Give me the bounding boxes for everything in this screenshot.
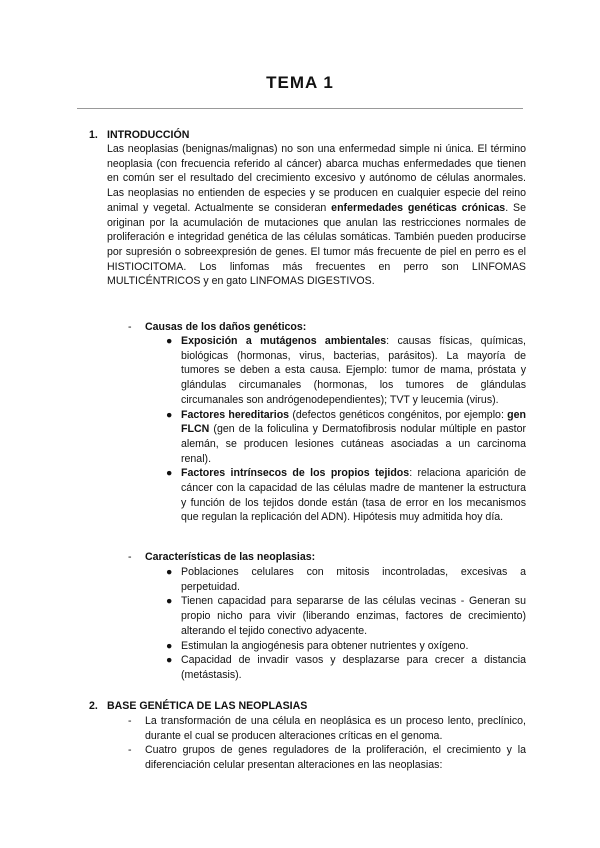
list-item — [128, 714, 526, 743]
caracteristicas-list — [166, 565, 526, 683]
dash-marker: - — [128, 715, 132, 727]
text: Poblaciones celulares con mitosis incontroladas, excesivas a perpetuidad. — [181, 566, 526, 593]
text: (defectos genéticos congénitos, por ejemplo: — [289, 408, 508, 421]
list-item — [166, 639, 526, 654]
text: : relaciona aparición de cáncer con la capacidad de las células madre de mantener la estructura y función de los tejidos donde están (tasa de error en los mecanismos que regulan la replicación del ADN). Hipótesis muy admitida hoy día. — [181, 467, 527, 524]
title-divider — [77, 108, 523, 109]
dash-marker: - — [128, 551, 132, 563]
dash-marker: - — [128, 321, 132, 333]
section-number: 1. — [89, 129, 98, 141]
bullet-icon: ● — [166, 654, 173, 667]
text: (gen de la foliculina y Dermatofibrosis nodular múltiple en pastor alemán, se producen lesiones cutáneas asociadas a un carcinoma renal). — [181, 423, 526, 465]
list-item — [166, 466, 527, 525]
section-2-list — [128, 714, 526, 773]
text: Capacidad de invadir vasos y desplazarse para crecer a distancia (metástasis). — [181, 654, 526, 681]
section-title: INTRODUCCIÓN — [107, 129, 190, 141]
text: Cuatro grupos de genes reguladores de la proliferación, el crecimiento y la diferenciación celular presentan alteraciones en las neoplasias: — [145, 744, 526, 772]
bullet-icon: ● — [166, 639, 173, 652]
list-item — [166, 653, 526, 682]
text: La transformación de una célula en neoplásica es un proceso lento, preclínico, durante el cual se producen alteraciones críticas en el genoma. — [145, 715, 526, 742]
subheading: Características de las neoplasias: — [145, 551, 316, 563]
page-title: TEMA 1 — [266, 73, 334, 92]
dash-marker: - — [128, 744, 132, 757]
section-2-heading — [89, 699, 308, 714]
text: Tienen capacidad para separarse de las células vecinas - Generan su propio nicho para vivir (liberando enzimas, factores de crecimiento) alterando el tejido conectivo adyacente. — [181, 595, 526, 637]
text: : causas físicas, químicas, biológicas (hormonas, virus, bacterias, parásitos). La mayoría de tumores se deben a esta causa. Ejemplo: tumor de mama, próstata y glándulas circumanales (hormonas, los tumores de glándulas circumanales son andrógenodependientes); TVT y leucemia (virus). — [181, 335, 526, 406]
bold-text: enfermedades genéticas crónicas — [331, 201, 506, 214]
list-item — [128, 743, 526, 772]
bullet-icon: ● — [166, 335, 173, 347]
bold-text: Factores intrínsecos de los propios tejidos — [181, 467, 410, 480]
list-item — [166, 565, 526, 594]
section-1-heading — [89, 128, 190, 143]
text: Las neoplasias (benignas/malignas) no son una enfermedad simple ni única. El término neoplasia (con frecuencia referido al cáncer) abarca muchas enfermedades que tienen en común ser el resultado del crecimiento excesivo y autónomo de células anormales. Las neoplasias no entienden de especies y se producen en cualquier especie del reino animal y vegetal. Actualmente se consideran — [107, 143, 526, 214]
bold-text: Exposición a mutágenos ambientales — [181, 335, 387, 347]
bullet-icon: ● — [166, 566, 173, 578]
text: . Se originan por la acumulación de mutaciones que anulan las restricciones normales de proliferación e integridad genética de las células somáticas. También pueden producirse por supresión o sobreexpresión de genes. El tumor más frecuente de piel en perro es el HISTIOCITOMA. Los linfomas más frecuentes en perro son LINFOMAS MULTICÉNTRICOS y en gato LINFOMAS DIGESTIVOS. — [107, 201, 526, 288]
section-number: 2. — [89, 700, 98, 712]
section-title: BASE GENÉTICA DE LAS NEOPLASIAS — [107, 700, 308, 712]
bullet-icon: ● — [166, 408, 173, 421]
bullet-icon: ● — [166, 595, 173, 608]
list-item — [166, 334, 526, 408]
causas-list — [166, 334, 527, 525]
list-item — [166, 408, 526, 467]
bold-text: Factores hereditarios — [181, 408, 290, 421]
bold-text: gen FLCN — [181, 408, 526, 436]
subheading: Causas de los daños genéticos: — [145, 321, 307, 333]
text: Estimulan la angiogénesis para obtener nutrientes y oxígeno. — [181, 639, 469, 652]
list-item — [166, 594, 526, 638]
causas-heading — [128, 320, 307, 335]
caracteristicas-heading — [128, 550, 316, 565]
intro-paragraph — [107, 142, 526, 289]
bullet-icon: ● — [166, 467, 173, 480]
